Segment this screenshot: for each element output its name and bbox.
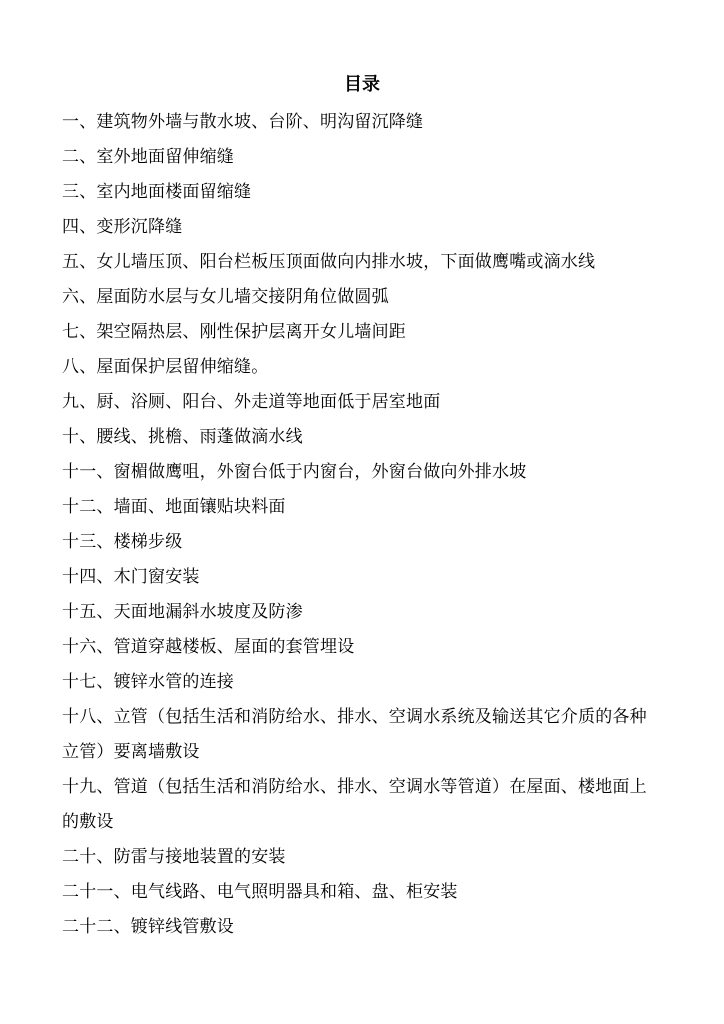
toc-list bbox=[62, 105, 662, 945]
toc-item: 十三、楼梯步级 bbox=[62, 532, 183, 552]
toc-item: 二十、防雷与接地装置的安装 bbox=[62, 847, 286, 867]
toc-item: 十五、天面地漏斜水坡度及防渗 bbox=[62, 602, 303, 622]
toc-item: 十四、木门窗安装 bbox=[62, 567, 200, 587]
toc-item: 二十二、镀锌线管敷设 bbox=[62, 917, 234, 937]
toc-item: 三、室内地面楼面留缩缝 bbox=[62, 182, 252, 202]
toc-item: 九、厨、浴厕、阳台、外走道等地面低于居室地面 bbox=[62, 392, 441, 412]
toc-item: 二、室外地面留伸缩缝 bbox=[62, 147, 234, 167]
toc-item: 四、变形沉降缝 bbox=[62, 217, 183, 237]
toc-item: 十六、管道穿越楼板、屋面的套管埋设 bbox=[62, 637, 355, 657]
toc-item: 六、屋面防水层与女儿墙交接阴角位做圆弧 bbox=[62, 287, 389, 307]
toc-item: 十一、窗楣做鹰咀，外窗台低于内窗台，外窗台做向外排水坡 bbox=[62, 462, 527, 482]
toc-item: 一、建筑物外墙与散水坡、台阶、明沟留沉降缝 bbox=[62, 112, 424, 132]
toc-item: 十九、管道（包括生活和消防给水、排水、空调水等管道）在屋面、楼地面上的敷设 bbox=[62, 777, 647, 832]
toc-item: 七、架空隔热层、刚性保护层离开女儿墙间距 bbox=[62, 322, 406, 342]
toc-item: 二十一、电气线路、电气照明器具和箱、盘、柜安装 bbox=[62, 882, 458, 902]
toc-item: 十、腰线、挑檐、雨蓬做滴水线 bbox=[62, 427, 303, 447]
toc-title: 目录 bbox=[344, 74, 380, 95]
toc-item: 五、女儿墙压顶、阳台栏板压顶面做向内排水坡，下面做鹰嘴或滴水线 bbox=[62, 252, 596, 272]
toc-item: 十七、镀锌水管的连接 bbox=[62, 672, 234, 692]
toc-item: 十二、墙面、地面镶贴块料面 bbox=[62, 497, 286, 517]
toc-item: 八、屋面保护层留伸缩缝。 bbox=[62, 357, 269, 377]
toc-item: 十八、立管（包括生活和消防给水、排水、空调水系统及输送其它介质的各种立管）要离墙敷设 bbox=[62, 707, 647, 762]
